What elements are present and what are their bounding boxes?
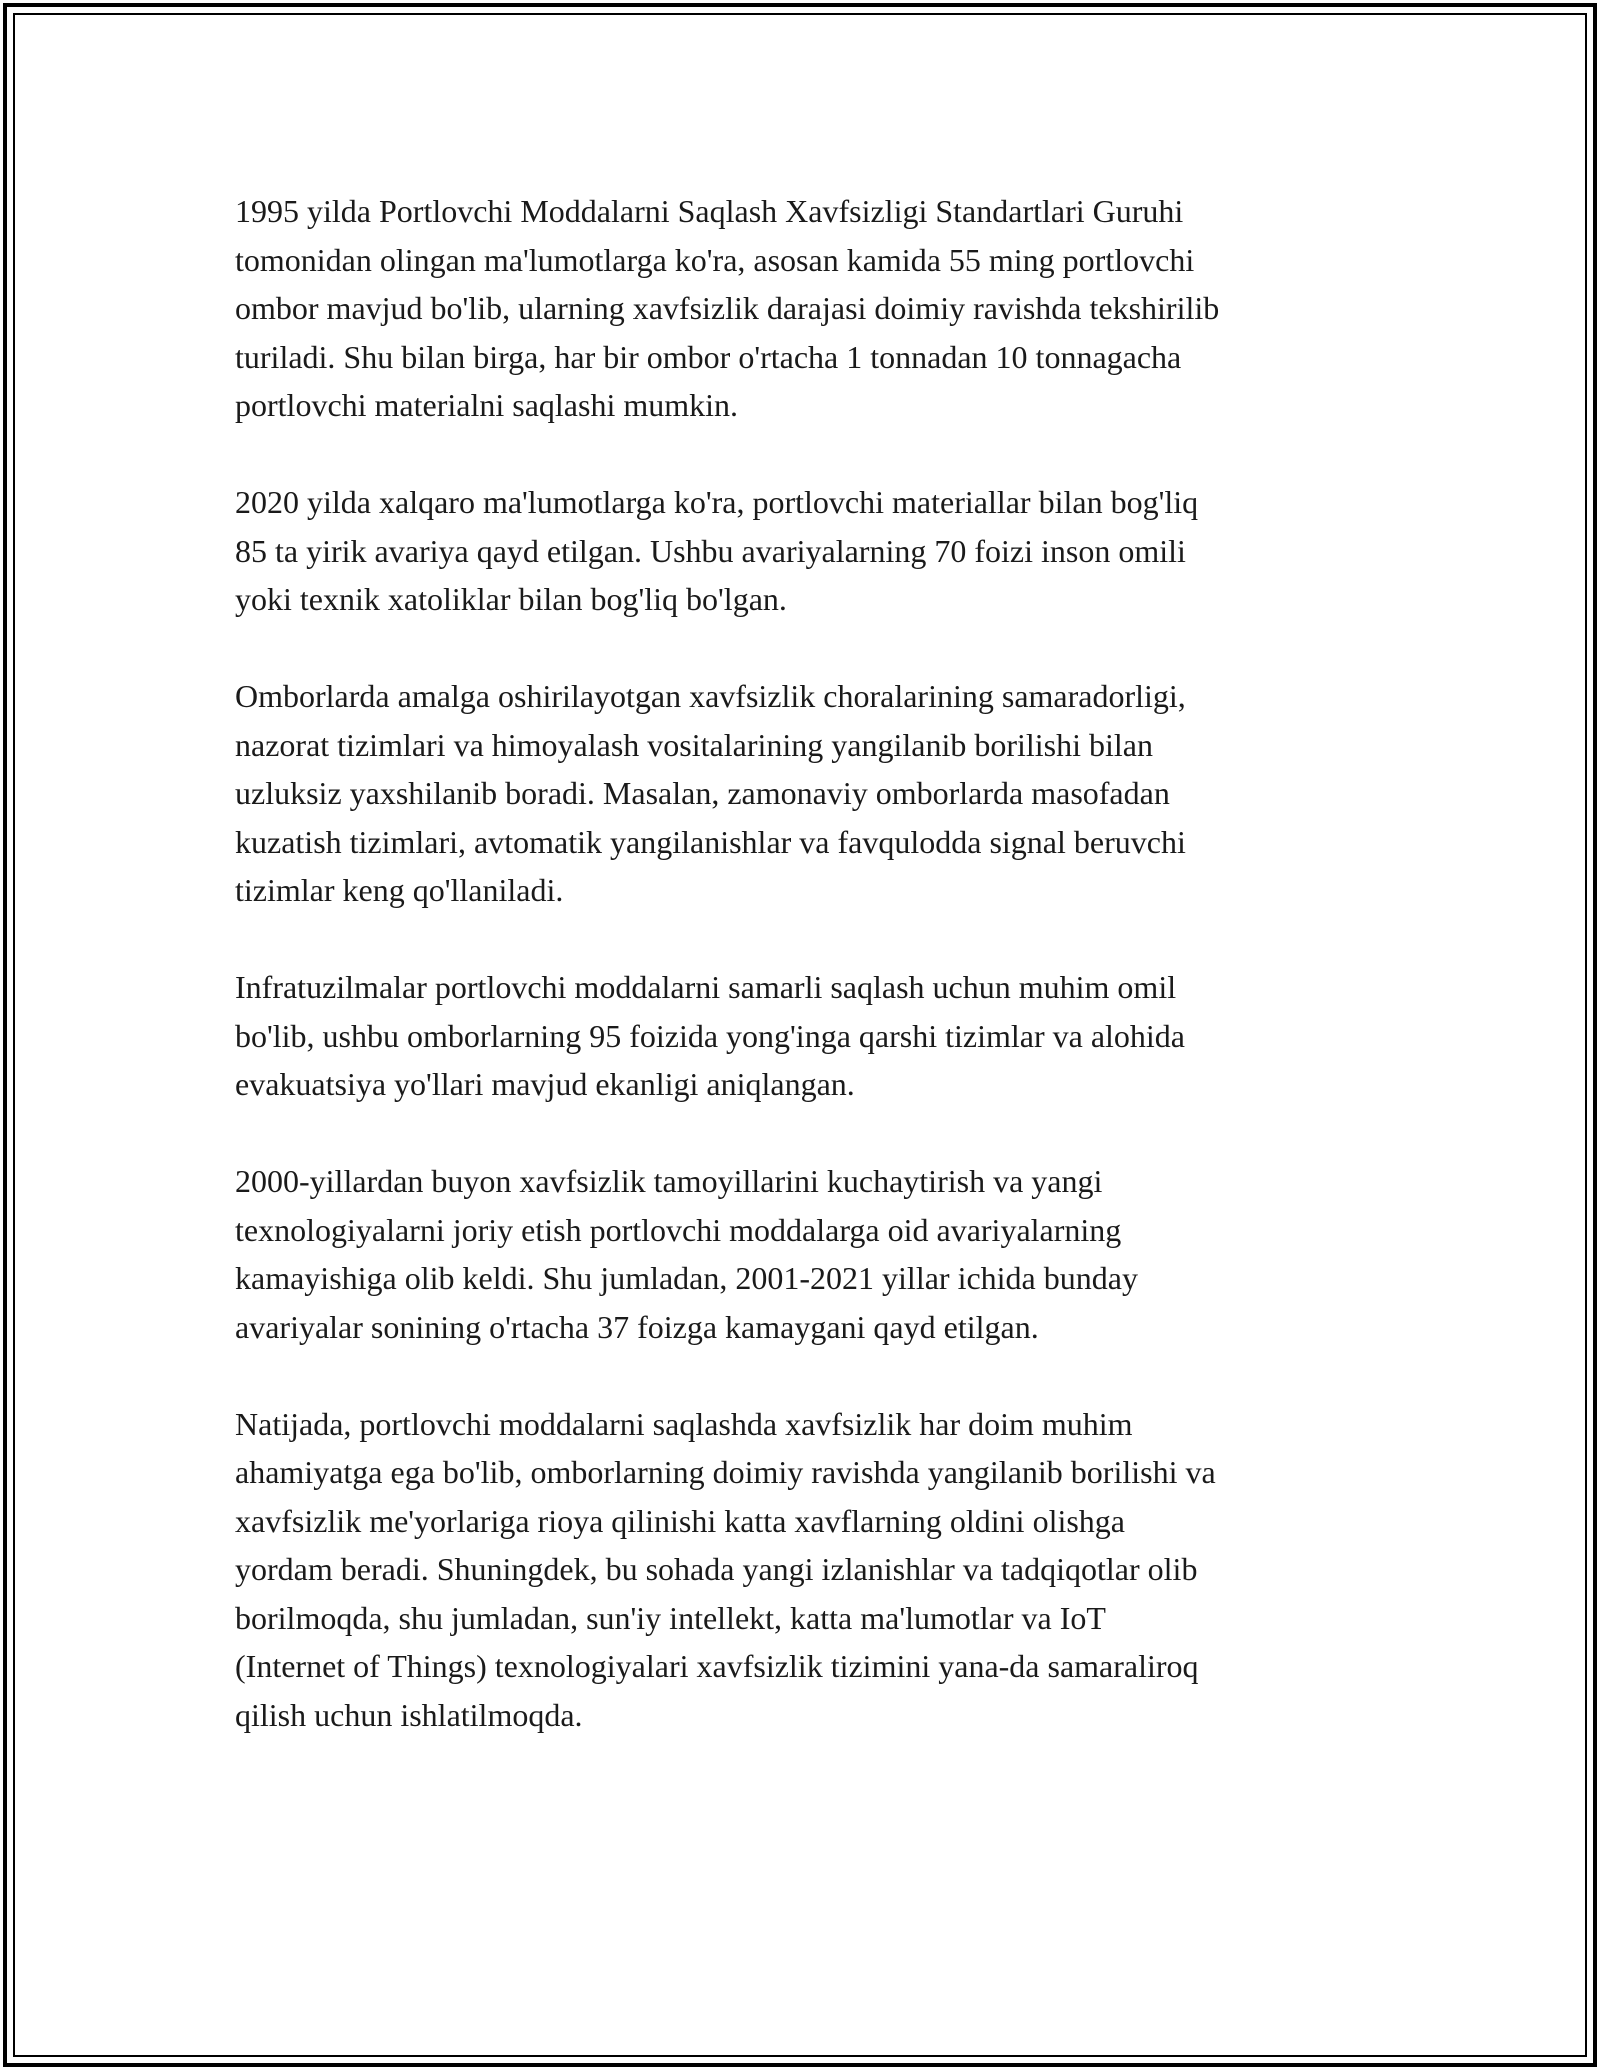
text-line: Infratuzilmalar portlovchi moddalarni samarli saqlash uchun muhim omil <box>235 969 1177 1005</box>
document-body <box>235 187 1385 1739</box>
text-line: Omborlarda amalga oshirilayotgan xavfsizlik choralarining samaradorligi, <box>235 678 1186 714</box>
text-line: tizimlar keng qo'llaniladi. <box>235 872 564 908</box>
text-line: 2000-yillardan buyon xavfsizlik tamoyillarini kuchaytirish va yangi <box>235 1163 1103 1199</box>
text-line: yordam beradi. Shuningdek, bu sohada yangi izlanishlar va tadqiqotlar olib <box>235 1551 1198 1587</box>
text-line: nazorat tizimlari va himoyalash vositalarining yangilanib borilishi bilan <box>235 726 1153 763</box>
paragraph-4 <box>235 963 1385 1109</box>
text-line: ombor mavjud bo'lib, ularning xavfsizlik darajasi doimiy ravishda tekshirilib <box>235 290 1220 326</box>
text-line: kuzatish tizimlari, avtomatik yangilanishlar va favqulodda signal beruvchi <box>235 823 1186 860</box>
text-line: kamayishiga olib keldi. Shu jumladan, 2001-2021 yillar ichida bunday <box>235 1260 1138 1296</box>
text-line: 2020 yilda xalqaro ma'lumotlarga ko'ra, portlovchi materiallar bilan bog'liq <box>235 484 1199 520</box>
text-line: portlovchi materialni saqlashi mumkin. <box>235 387 739 423</box>
text-line: bo'lib, ushbu omborlarning 95 foizida yong'inga qarshi tizimlar va alohida <box>235 1017 1185 1054</box>
text-line: ahamiyatga ega bo'lib, omborlarning doimiy ravishda yangilanib borilishi va <box>235 1454 1216 1490</box>
text-line: avariyalar sonining o'rtacha 37 foizga kamaygani qayd etilgan. <box>235 1308 1039 1345</box>
paragraph-1 <box>235 187 1385 430</box>
paragraph-3 <box>235 672 1385 915</box>
text-line: evakuatsiya yo'llari mavjud ekanligi aniqlangan. <box>235 1066 855 1102</box>
paragraph-2 <box>235 478 1385 624</box>
text-line: 85 ta yirik avariya qayd etilgan. Ushbu avariyalarning 70 foizi inson omili <box>235 532 1186 569</box>
text-line: qilish uchun ishlatilmoqda. <box>235 1696 583 1733</box>
text-line: Natijada, portlovchi moddalarni saqlashda xavfsizlik har doim muhim <box>235 1405 1133 1442</box>
text-line: 1995 yilda Portlovchi Moddalarni Saqlash Xavfsizligi Standartlari Guruhi <box>235 193 1184 229</box>
text-line: (Internet of Things) texnologiyalari xavfsizlik tizimini yana-da samaraliroq <box>235 1648 1199 1684</box>
text-line: uzluksiz yaxshilanib boradi. Masalan, zamonaviy omborlarda masofadan <box>235 775 1170 811</box>
paragraph-6 <box>235 1400 1385 1740</box>
text-line: turiladi. Shu bilan birga, har bir ombor o'rtacha 1 tonnadan 10 tonnagacha <box>235 338 1182 375</box>
paragraph-5 <box>235 1157 1385 1351</box>
text-line: texnologiyalarni joriy etish portlovchi moddalarga oid avariyalarning <box>235 1211 1122 1248</box>
text-line: yoki texnik xatoliklar bilan bog'liq bo'lgan. <box>235 581 787 617</box>
text-line: tomonidan olingan ma'lumotlarga ko'ra, asosan kamida 55 ming portlovchi <box>235 241 1195 278</box>
text-line: xavfsizlik me'yorlariga rioya qilinishi katta xavflarning oldini olishga <box>235 1502 1125 1539</box>
text-line: borilmoqda, shu jumladan, sun'iy intellekt, katta ma'lumotlar va IoT <box>235 1599 1106 1636</box>
